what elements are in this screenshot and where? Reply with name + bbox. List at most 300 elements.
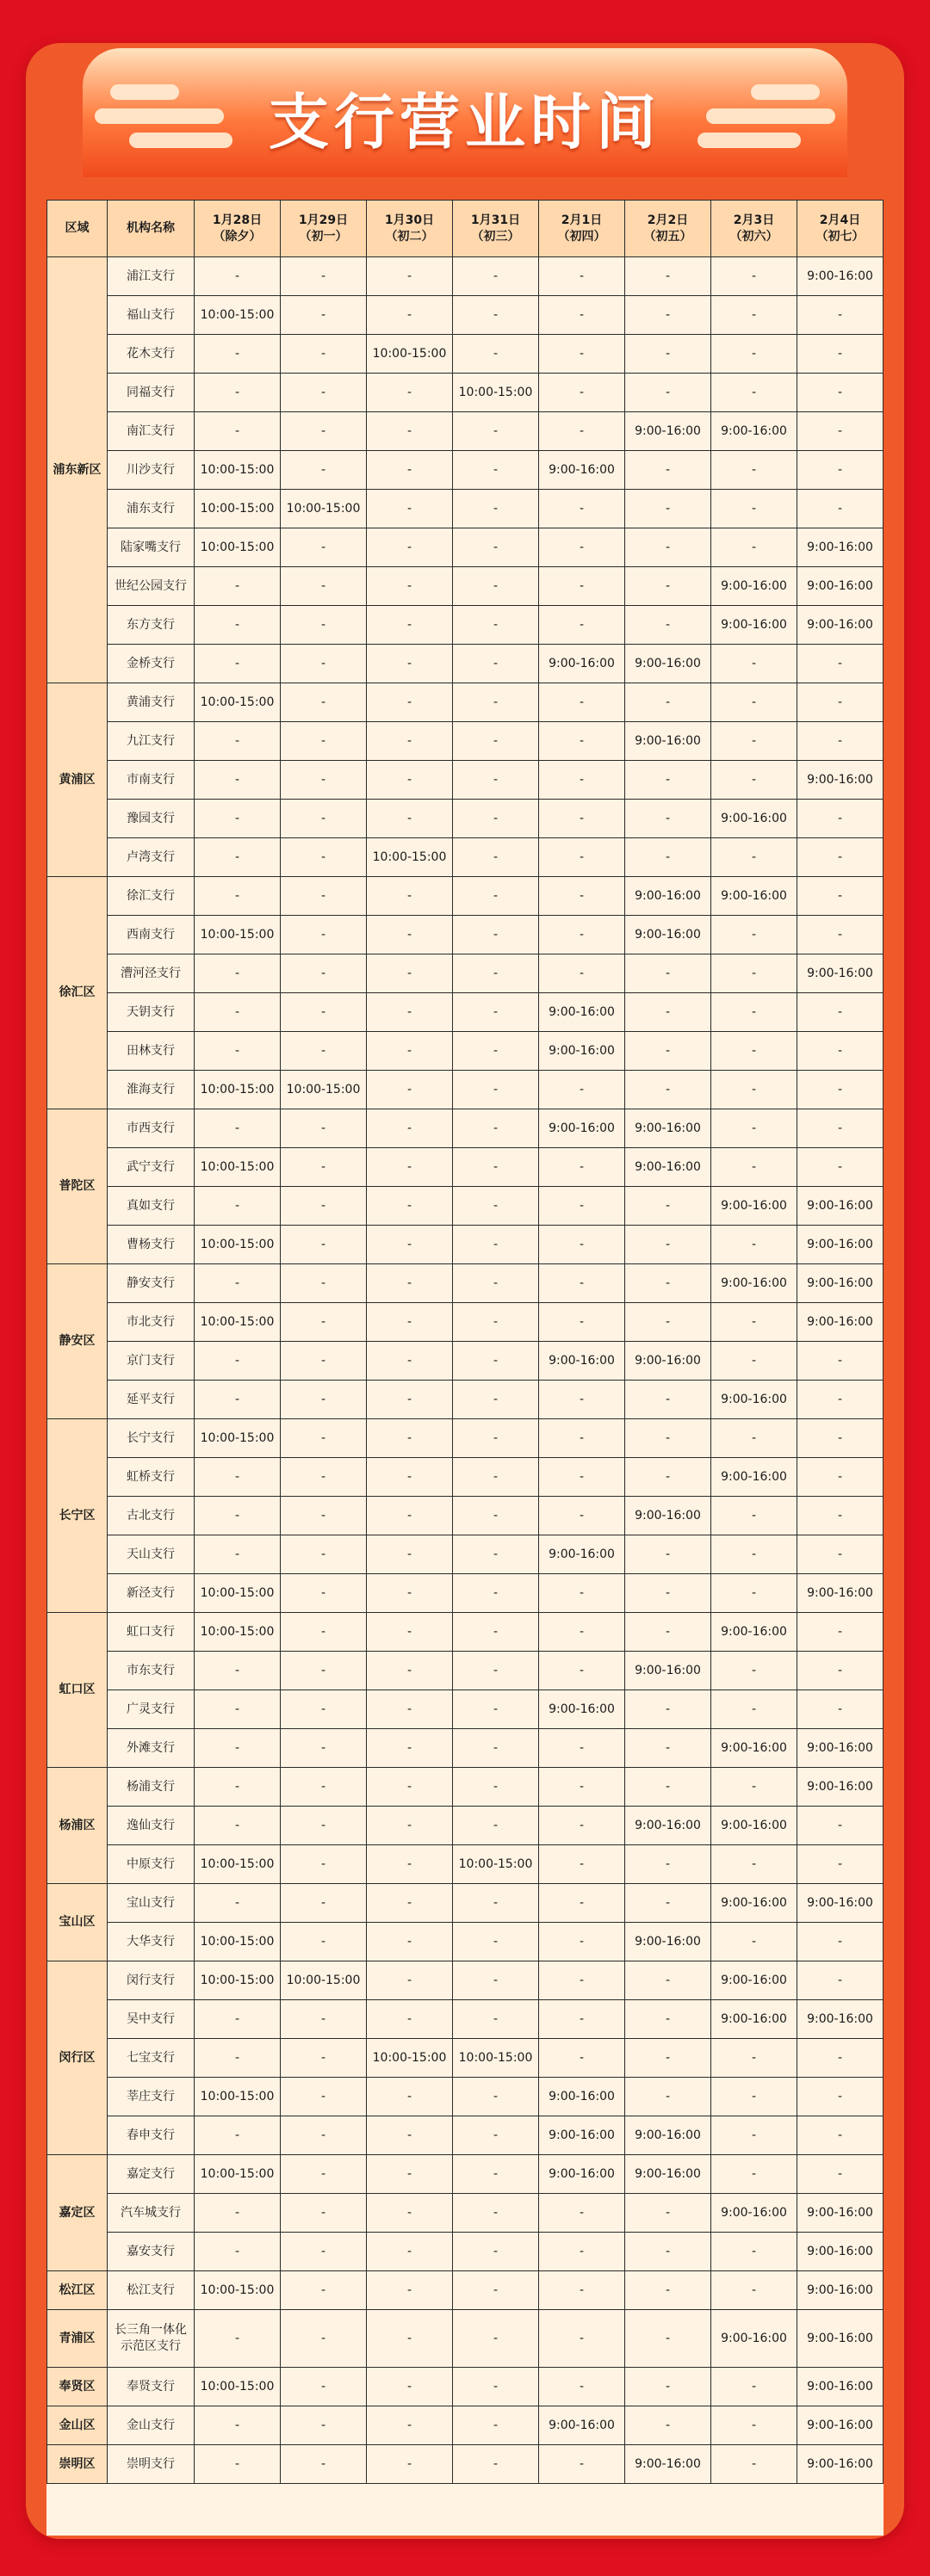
hours-cell: - [453,761,539,800]
hours-cell: - [281,1768,367,1807]
hours-cell: - [281,335,367,374]
hours-cell: - [711,1342,797,1381]
hours-cell: - [453,1342,539,1381]
hours-cell: 10:00-15:00 [195,1574,281,1613]
table-row [47,1845,884,1884]
region-cell: 奉贤区 [47,2368,108,2406]
hours-cell: 9:00-16:00 [797,1729,884,1768]
hours-cell: - [367,296,453,335]
hours-cell: 10:00-15:00 [367,838,453,877]
hours-cell: - [625,954,711,993]
table-row [47,2039,884,2078]
hours-cell: - [281,2445,367,2484]
table-row [47,2271,884,2310]
hours-cell: - [539,374,625,412]
hours-cell: - [367,1923,453,1961]
branch-name-cell: 古北支行 [108,1497,195,1535]
hours-cell: - [711,528,797,567]
hours-cell: - [453,838,539,877]
hours-cell: - [797,683,884,722]
hours-cell: - [281,645,367,683]
hours-cell: - [797,800,884,838]
hours-cell: - [195,877,281,916]
hours-cell: - [367,1148,453,1187]
branch-name-cell: 曹杨支行 [108,1226,195,1264]
hours-cell: - [453,1109,539,1148]
hours-cell: - [797,993,884,1032]
hours-cell: - [453,1690,539,1729]
table-row [47,567,884,606]
table-row [47,2368,884,2406]
hours-cell: 9:00-16:00 [797,1264,884,1303]
hours-cell: - [797,722,884,761]
hours-cell: - [195,412,281,451]
branch-name-cell: 嘉安支行 [108,2233,195,2271]
hours-cell: - [195,722,281,761]
branch-hours-table [46,200,884,2484]
table-row [47,1148,884,1187]
hours-cell: - [453,1148,539,1187]
hours-cell: - [281,2233,367,2271]
hours-cell: - [367,374,453,412]
hours-cell: 9:00-16:00 [625,2445,711,2484]
hours-cell: - [625,528,711,567]
table-row [47,1381,884,1419]
hours-cell: - [711,1303,797,1342]
hours-cell: 9:00-16:00 [797,2445,884,2484]
hours-cell: - [281,877,367,916]
hours-cell: 9:00-16:00 [711,2194,797,2233]
branch-name-cell: 长宁支行 [108,1419,195,1458]
hours-cell: - [453,993,539,1032]
hours-cell: - [711,916,797,954]
hours-cell: - [453,1497,539,1535]
hours-cell: 10:00-15:00 [281,1961,367,2000]
hours-cell: - [539,1961,625,2000]
hours-cell: 9:00-16:00 [711,567,797,606]
hours-cell: - [281,1729,367,1768]
hours-cell: - [195,1264,281,1303]
hours-cell: - [625,1381,711,1419]
hours-cell: - [797,1690,884,1729]
hours-cell: 9:00-16:00 [625,1923,711,1961]
hours-cell: - [453,2310,539,2368]
hours-cell: 10:00-15:00 [195,1961,281,2000]
hours-cell: - [539,528,625,567]
branch-name-cell: 卢湾支行 [108,838,195,877]
hours-cell: - [453,2155,539,2194]
hours-cell: - [539,2000,625,2039]
table-row [47,1109,884,1148]
table-row [47,645,884,683]
branch-name-cell: 南汇支行 [108,412,195,451]
hours-cell: 10:00-15:00 [195,1303,281,1342]
hours-cell: - [711,2039,797,2078]
hours-cell: - [281,2368,367,2406]
hours-cell: 10:00-15:00 [281,490,367,528]
hours-cell: - [281,1148,367,1187]
table-row [47,1226,884,1264]
branch-name-cell: 浦东支行 [108,490,195,528]
region-cell: 闵行区 [47,1961,108,2155]
hours-cell: 9:00-16:00 [539,2116,625,2155]
hours-cell: - [711,838,797,877]
branch-name-cell: 延平支行 [108,1381,195,1419]
branch-name-cell: 东方支行 [108,606,195,645]
hours-cell: 9:00-16:00 [797,257,884,296]
hours-cell: - [625,2000,711,2039]
hours-cell: 10:00-15:00 [453,2039,539,2078]
hours-cell: 10:00-15:00 [195,2368,281,2406]
region-cell: 金山区 [47,2406,108,2445]
hours-cell: 10:00-15:00 [453,374,539,412]
table-row [47,2194,884,2233]
hours-cell: - [367,1768,453,1807]
hours-cell: 9:00-16:00 [797,606,884,645]
hours-cell: - [453,1652,539,1690]
table-row [47,2310,884,2368]
table-row [47,1187,884,1226]
hours-cell: - [281,1574,367,1613]
hours-cell: - [797,1613,884,1652]
table-row [47,800,884,838]
hours-cell: - [367,1187,453,1226]
hours-cell: - [195,1109,281,1148]
hours-cell: 10:00-15:00 [453,1845,539,1884]
hours-cell: - [797,490,884,528]
hours-cell: - [367,2445,453,2484]
hours-cell: - [625,2039,711,2078]
hours-cell: - [711,1535,797,1574]
hours-cell: - [453,2445,539,2484]
hours-cell: - [625,1574,711,1613]
branch-name-cell: 春申支行 [108,2116,195,2155]
branch-name-cell: 漕河泾支行 [108,954,195,993]
hours-cell: - [453,645,539,683]
table-row [47,2155,884,2194]
hours-cell: - [281,2116,367,2155]
table-row [47,1613,884,1652]
hours-cell: 9:00-16:00 [797,567,884,606]
hours-cell: - [367,451,453,490]
hours-cell: - [797,916,884,954]
table-row [47,2406,884,2445]
table-row [47,1961,884,2000]
hours-cell: - [367,1226,453,1264]
table-row [47,722,884,761]
column-header: 2月2日 （初五） [625,201,711,257]
hours-cell: - [453,567,539,606]
table-row [47,1807,884,1845]
region-cell: 浦东新区 [47,257,108,683]
table-row [47,1884,884,1923]
hours-cell: 10:00-15:00 [281,1071,367,1109]
hours-cell: - [281,993,367,1032]
table-row [47,1419,884,1458]
hours-cell: - [453,335,539,374]
hours-cell: - [539,296,625,335]
branch-name-cell: 莘庄支行 [108,2078,195,2116]
hours-cell: 10:00-15:00 [195,451,281,490]
branch-name-cell: 广灵支行 [108,1690,195,1729]
hours-cell: 9:00-16:00 [539,645,625,683]
branch-name-cell: 虹口支行 [108,1613,195,1652]
region-cell: 杨浦区 [47,1768,108,1884]
hours-cell: - [539,2194,625,2233]
branch-name-cell: 豫园支行 [108,800,195,838]
hours-cell: - [625,2271,711,2310]
hours-cell: - [281,451,367,490]
hours-cell: - [625,451,711,490]
hours-cell: - [195,838,281,877]
branch-name-cell: 新泾支行 [108,1574,195,1613]
hours-cell: - [453,1574,539,1613]
branch-name-cell: 市东支行 [108,1652,195,1690]
hours-cell: - [711,1419,797,1458]
hours-cell: - [281,1264,367,1303]
branch-name-cell: 淮海支行 [108,1071,195,1109]
column-header: 1月31日 （初三） [453,201,539,257]
hours-cell: - [367,1652,453,1690]
branch-name-cell: 黄浦支行 [108,683,195,722]
branch-name-cell: 徐汇支行 [108,877,195,916]
hours-cell: 9:00-16:00 [711,1884,797,1923]
hours-cell: 10:00-15:00 [195,1923,281,1961]
hours-cell: 9:00-16:00 [711,1381,797,1419]
table-row [47,606,884,645]
hours-cell: - [281,1303,367,1342]
region-cell: 宝山区 [47,1884,108,1961]
hours-cell: 9:00-16:00 [797,1574,884,1613]
hours-cell: - [281,1807,367,1845]
hours-cell: - [625,1613,711,1652]
hours-cell: 9:00-16:00 [797,2368,884,2406]
hours-cell: - [281,2310,367,2368]
hours-cell: - [625,374,711,412]
hours-cell: - [797,1342,884,1381]
hours-cell: - [797,1497,884,1535]
hours-cell: 9:00-16:00 [711,1264,797,1303]
hours-cell: 9:00-16:00 [797,761,884,800]
branch-name-cell: 西南支行 [108,916,195,954]
hours-cell: - [539,1807,625,1845]
hours-cell: - [539,2233,625,2271]
hours-cell: - [281,1613,367,1652]
hours-cell: - [367,2368,453,2406]
hours-cell: - [453,1458,539,1497]
hours-cell: - [453,2368,539,2406]
hours-cell: 10:00-15:00 [195,528,281,567]
branch-name-cell: 闵行支行 [108,1961,195,2000]
hours-cell: - [797,838,884,877]
hours-cell: 9:00-16:00 [625,1652,711,1690]
hours-cell: - [539,412,625,451]
hours-cell: - [367,954,453,993]
hours-cell: - [711,2271,797,2310]
hours-cell: - [453,296,539,335]
hours-cell: 9:00-16:00 [539,2406,625,2445]
hours-cell: - [195,2310,281,2368]
hours-cell: - [711,722,797,761]
hours-cell: 9:00-16:00 [797,2233,884,2271]
branch-name-cell: 吴中支行 [108,2000,195,2039]
hours-cell: 10:00-15:00 [367,2039,453,2078]
hours-cell: - [711,2116,797,2155]
hours-cell: - [367,916,453,954]
region-cell: 长宁区 [47,1419,108,1613]
hours-cell: 9:00-16:00 [711,2310,797,2368]
hours-cell: 9:00-16:00 [625,1342,711,1381]
branch-name-cell: 大华支行 [108,1923,195,1961]
hours-cell: - [195,2039,281,2078]
hours-cell: - [453,2194,539,2233]
hours-cell: - [281,683,367,722]
hours-cell: - [625,1226,711,1264]
hours-cell: 9:00-16:00 [539,2078,625,2116]
hours-cell: - [195,2406,281,2445]
hours-cell: - [195,1729,281,1768]
hours-cell: 9:00-16:00 [625,877,711,916]
hours-cell: - [453,490,539,528]
hours-cell: - [539,1458,625,1497]
hours-cell: - [711,1845,797,1884]
hours-cell: - [797,1071,884,1109]
hours-cell: - [625,606,711,645]
hours-cell: - [539,1419,625,1458]
table-row [47,451,884,490]
column-header: 1月29日 （初一） [281,201,367,257]
hours-cell: - [281,1187,367,1226]
hours-cell: - [797,412,884,451]
table-row [47,490,884,528]
hours-cell: - [797,1845,884,1884]
branch-name-cell: 市南支行 [108,761,195,800]
hours-cell: - [539,1303,625,1342]
hours-cell: - [625,1535,711,1574]
hours-cell: - [539,877,625,916]
table-row [47,1303,884,1342]
hours-cell: - [453,257,539,296]
hours-cell: - [539,1845,625,1884]
branch-name-cell: 虹桥支行 [108,1458,195,1497]
hours-cell: - [539,2368,625,2406]
hours-cell: - [281,1381,367,1419]
hours-cell: - [453,1923,539,1961]
hours-cell: - [625,2078,711,2116]
hours-cell: - [367,2155,453,2194]
hours-cell: 9:00-16:00 [711,1729,797,1768]
hours-cell: - [711,1768,797,1807]
hours-cell: - [367,2406,453,2445]
hours-cell: - [367,1961,453,2000]
hours-cell: 9:00-16:00 [711,412,797,451]
hours-cell: 9:00-16:00 [539,1109,625,1148]
column-header: 区域 [47,201,108,257]
table-row [47,335,884,374]
hours-cell: 9:00-16:00 [625,645,711,683]
hours-cell: - [367,1458,453,1497]
hours-cell: - [625,567,711,606]
hours-cell: - [539,567,625,606]
hours-cell: - [195,606,281,645]
hours-cell: - [539,2310,625,2368]
hours-cell: - [453,1807,539,1845]
hours-cell: - [539,1923,625,1961]
hours-cell: - [711,1497,797,1535]
hours-cell: - [453,2116,539,2155]
hours-cell: 9:00-16:00 [711,877,797,916]
hours-cell: - [797,1458,884,1497]
table-row [47,2078,884,2116]
column-header: 2月4日 （初七） [797,201,884,257]
branch-name-cell: 嘉定支行 [108,2155,195,2194]
hours-cell: - [453,1729,539,1768]
hours-cell: - [367,1419,453,1458]
hours-cell: - [453,2000,539,2039]
table-row [47,2445,884,2484]
hours-cell: - [711,1032,797,1071]
hours-cell: - [539,1729,625,1768]
branch-name-cell: 杨浦支行 [108,1768,195,1807]
hours-cell: - [711,761,797,800]
hours-cell: - [281,528,367,567]
hours-cell: - [711,296,797,335]
hours-cell: 9:00-16:00 [797,1303,884,1342]
hours-cell: - [281,916,367,954]
column-header: 1月28日 （除夕） [195,201,281,257]
hours-cell: - [367,257,453,296]
hours-cell: - [453,2406,539,2445]
hours-cell: - [367,877,453,916]
hours-cell: - [453,528,539,567]
hours-cell: - [797,645,884,683]
hours-cell: - [625,2406,711,2445]
branch-name-cell: 七宝支行 [108,2039,195,2078]
hours-cell: - [367,683,453,722]
hours-cell: - [453,877,539,916]
hours-cell: - [453,722,539,761]
hours-cell: 9:00-16:00 [625,916,711,954]
hours-cell: - [711,1109,797,1148]
hours-cell: - [367,1807,453,1845]
table-row [47,257,884,296]
hours-cell: 10:00-15:00 [195,1419,281,1458]
branch-name-cell: 田林支行 [108,1032,195,1071]
hours-cell: - [281,1419,367,1458]
branch-name-cell: 金山支行 [108,2406,195,2445]
hours-cell: - [797,1032,884,1071]
hours-cell: - [281,1226,367,1264]
hours-cell: - [539,1187,625,1226]
hours-cell: - [625,683,711,722]
hours-cell: - [195,1381,281,1419]
hours-cell: - [797,1652,884,1690]
column-header: 2月3日 （初六） [711,201,797,257]
hours-cell: - [797,296,884,335]
hours-cell: - [367,1729,453,1768]
branch-name-cell: 奉贤支行 [108,2368,195,2406]
hours-cell: - [797,1419,884,1458]
hours-cell: - [625,2368,711,2406]
hours-cell: - [625,1961,711,2000]
table-row [47,993,884,1032]
hours-cell: 10:00-15:00 [367,335,453,374]
table-row [47,1923,884,1961]
table-row [47,1535,884,1574]
hours-cell: - [281,567,367,606]
hours-cell: 9:00-16:00 [711,800,797,838]
region-cell: 青浦区 [47,2310,108,2368]
